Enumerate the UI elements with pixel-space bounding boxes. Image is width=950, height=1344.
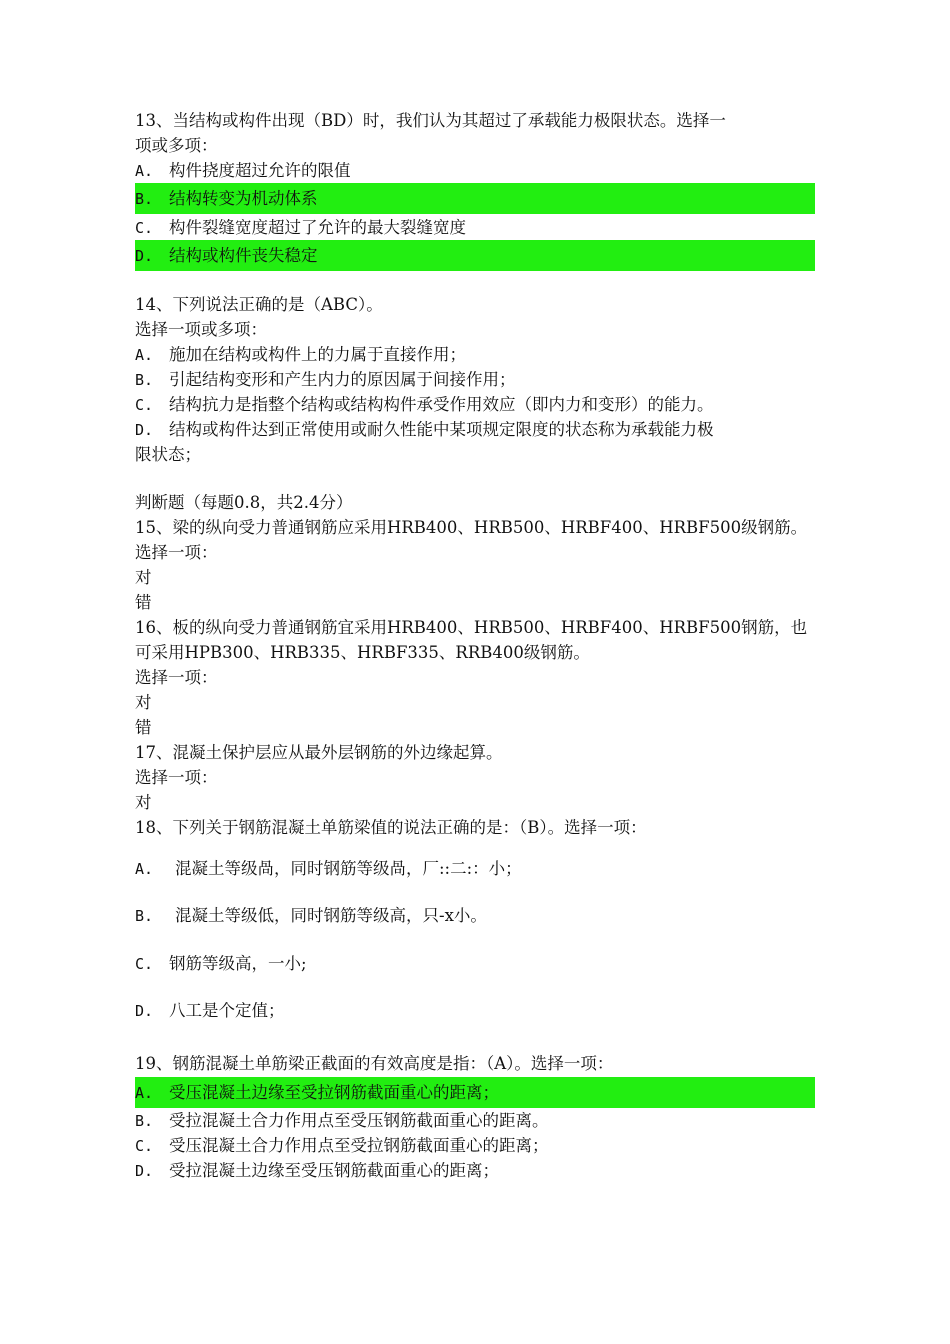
q13-stem-line1: 13、当结构或构件出现（BD）时，我们认为其超过了承载能力极限状态。选择一	[135, 111, 726, 130]
option-text: 混凝土等级低，同时钢筋等级高，只-x小。	[175, 906, 487, 925]
option-text: 钢筋等级高，一小;	[169, 954, 307, 973]
option-text: 受拉混凝土合力作用点至受压钢筋截面重心的距离。	[169, 1111, 549, 1130]
option-text: 构件裂缝宽度超过了允许的最大裂缝宽度	[169, 218, 466, 237]
option-letter: D.	[135, 421, 154, 439]
option-text: 结构抗力是指整个结构或结构构件承受作用效应（即内力和变形）的能力。	[169, 395, 714, 414]
q13-stem-line2: 项或多项：	[135, 136, 218, 155]
option-text: 受拉混凝土边缘至受压钢筋截面重心的距离；	[169, 1161, 499, 1180]
option-letter: A.	[135, 860, 154, 878]
q16-option-false: 错	[135, 718, 152, 737]
q14-option-c	[135, 392, 815, 417]
q14-option-a	[135, 342, 815, 367]
q14-option-b	[135, 367, 815, 392]
q13-option-a	[135, 158, 815, 183]
option-text: 引起结构变形和产生内力的原因属于间接作用；	[169, 370, 516, 389]
option-letter: D.	[135, 247, 154, 265]
option-letter: A.	[135, 1084, 154, 1102]
option-text: 八工是个定值；	[169, 1001, 285, 1020]
q14-prompt: 选择一项或多项：	[135, 320, 267, 339]
option-letter: D.	[135, 1162, 154, 1180]
option-text: 结构或构件达到正常使用或耐久性能中某项规定限度的状态称为承载能力极	[169, 420, 714, 439]
option-letter: C.	[135, 955, 154, 973]
q19-stem: 19、钢筋混凝土单筋梁正截面的有效高度是指：（A）。选择一项：	[135, 1054, 614, 1073]
q17-stem: 17、混凝土保护层应从最外层钢筋的外边缘起算。	[135, 743, 503, 762]
option-letter: C.	[135, 1137, 154, 1155]
q17-prompt: 选择一项：	[135, 768, 218, 787]
option-text: 结构转变为机动体系	[169, 189, 318, 208]
q15-option-false: 错	[135, 593, 152, 612]
option-text: 混凝土等级咼，同时钢筋等级咼，厂::二:：小；	[175, 859, 522, 878]
option-text: 受压混凝土合力作用点至受拉钢筋截面重心的距离；	[169, 1136, 549, 1155]
q18-option-c	[135, 951, 815, 976]
option-letter: D.	[135, 1002, 154, 1020]
q13-option-c	[135, 215, 815, 240]
option-text: 施加在结构或构件上的力属于直接作用；	[169, 345, 466, 364]
q18-option-d	[135, 998, 815, 1023]
option-letter: C.	[135, 219, 154, 237]
option-letter: B.	[135, 1112, 154, 1130]
q15-prompt: 选择一项：	[135, 543, 218, 562]
option-letter: A.	[135, 162, 154, 180]
q14-option-d-continued: 限状态；	[135, 445, 201, 464]
q17-option-true: 对	[135, 793, 152, 812]
option-letter: C.	[135, 396, 154, 414]
q19-option-c	[135, 1133, 815, 1158]
q15-option-true: 对	[135, 568, 152, 587]
q13-option-d-correct	[135, 240, 815, 271]
section-heading: 判断题（每题0.8，共2.4分）	[135, 493, 353, 512]
q18-stem: 18、下列关于钢筋混凝土单筋梁值的说法正确的是：（B）。选择一项：	[135, 818, 647, 837]
q16-stem-line2: 可采用HPB300、HRB335、HRBF335、RRB400级钢筋。	[135, 643, 590, 662]
q19-option-b	[135, 1108, 815, 1133]
q18-option-b	[135, 903, 815, 928]
q15-stem: 15、梁的纵向受力普通钢筋应采用HRB400、HRB500、HRBF400、HRBF500级钢筋。	[135, 518, 808, 537]
option-text: 构件挠度超过允许的限值	[169, 161, 351, 180]
option-letter: A.	[135, 346, 154, 364]
q13-option-b-correct	[135, 183, 815, 214]
q19-option-d	[135, 1158, 815, 1183]
q16-stem-line1: 16、板的纵向受力普通钢筋宜采用HRB400、HRB500、HRBF400、HRBF500钢筋，也	[135, 618, 808, 637]
q18-option-a	[135, 856, 815, 881]
option-letter: B.	[135, 907, 154, 925]
q16-option-true: 对	[135, 693, 152, 712]
q16-prompt: 选择一项：	[135, 668, 218, 687]
option-text: 结构或构件丧失稳定	[169, 246, 318, 265]
q14-stem: 14、下列说法正确的是（ABC）。	[135, 295, 383, 314]
option-letter: B.	[135, 190, 154, 208]
q14-option-d	[135, 417, 815, 442]
option-letter: B.	[135, 371, 154, 389]
option-text: 受压混凝土边缘至受拉钢筋截面重心的距离；	[169, 1083, 499, 1102]
q19-option-a-correct	[135, 1077, 815, 1108]
